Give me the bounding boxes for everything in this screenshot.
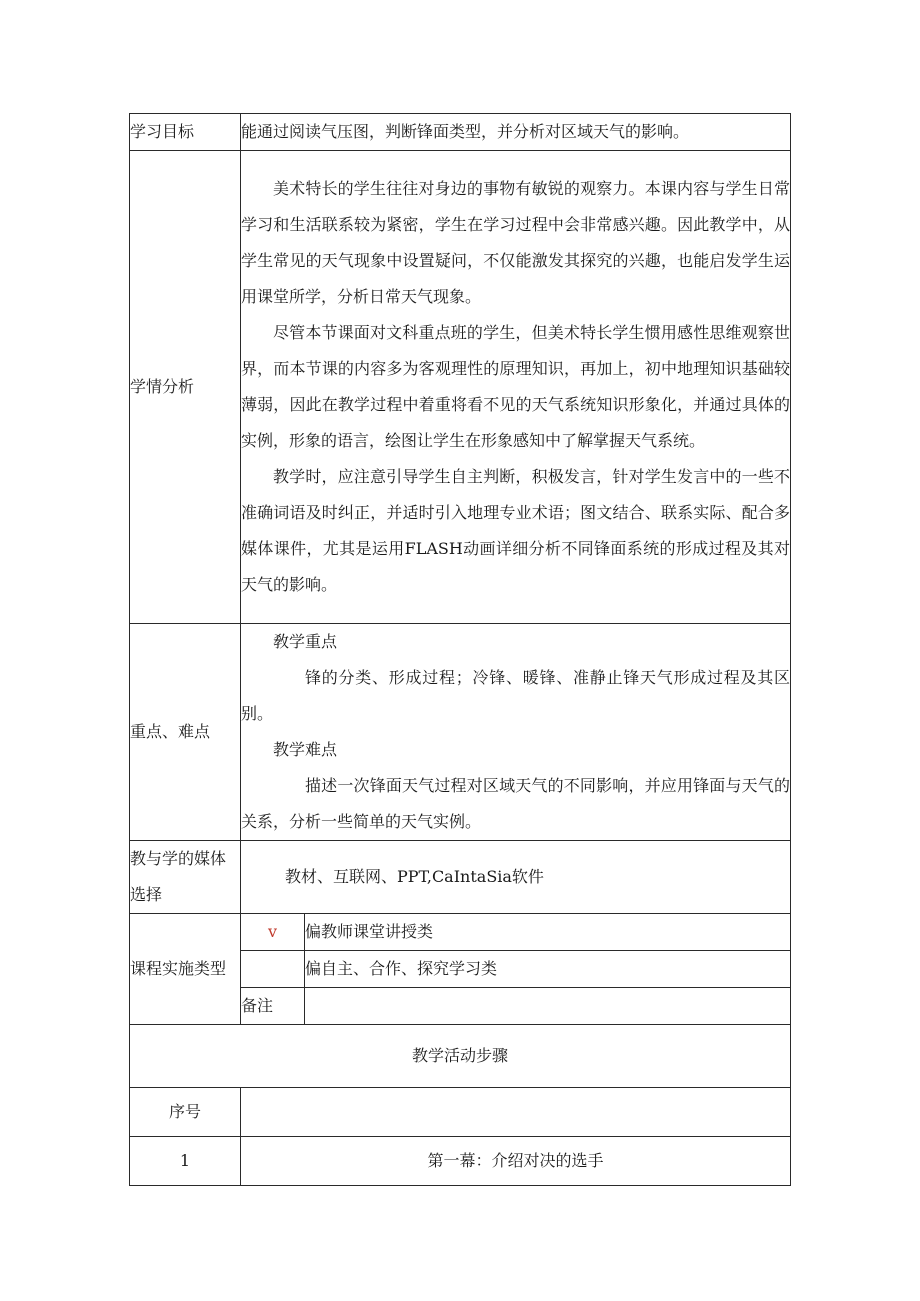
course-type-option-1: 偏教师课堂讲授类 (305, 914, 791, 951)
analysis-content (241, 151, 791, 624)
course-type-check-2 (241, 951, 305, 988)
note-label: 备注 (241, 988, 305, 1025)
difficulty-text: 描述一次锋面天气过程对区域天气的不同影响，并应用锋面与天气的关系，分析一些简单的天气实例。 (241, 776, 791, 831)
analysis-label: 学情分析 (130, 151, 241, 624)
focus-label: 重点、难点 (130, 624, 241, 841)
lesson-plan-table (129, 113, 791, 1186)
seq-header: 序号 (130, 1088, 241, 1137)
analysis-paragraph-3: 教学时，应注意引导学生自主判断，积极发言，针对学生发言中的一些不准确词语及时纠正，并适时引入地理专业术语；图文结合、联系实际、配合多媒体课件，尤其是运用FLASH动画详细分析不同锋面系统的形成过程及其对天气的影响。 (241, 467, 791, 594)
note-value (305, 988, 791, 1025)
key-points-title: 敎学重点 (273, 632, 338, 651)
step-row (130, 1137, 791, 1186)
steps-title: 教学活动步骤 (130, 1025, 791, 1088)
course-type-label: 课程实施类型 (130, 914, 241, 1025)
course-type-option-2: 偏自主、合作、探究学习类 (305, 951, 791, 988)
step-number: 1 (130, 1137, 241, 1186)
difficulty-title: 教学难点 (273, 740, 338, 759)
objective-label: 学习目标 (130, 114, 241, 151)
objective-row (130, 114, 791, 151)
analysis-paragraph-1: 美术特长的学生往往对身边的事物有敏锐的观察力。本课内容与学生日常学习和生活联系较为紧密，学生在学习过程中会非常感兴趣。因此教学中，从学生常见的天气现象中设置疑问，不仅能激发其探究的兴趣，也能启发学生运用课堂所学，分析日常天气现象。 (241, 179, 791, 306)
media-label: 教与学的媒体选择 (130, 841, 241, 914)
focus-content (241, 624, 791, 841)
step-text: 第一幕：介绍对决的选手 (241, 1137, 791, 1186)
media-row (130, 841, 791, 914)
course-type-check-1: v (241, 914, 305, 951)
focus-row (130, 624, 791, 841)
media-text: 教材、互联网、PPT,CaIntaSia软件 (241, 841, 791, 914)
steps-header-row (130, 1088, 791, 1137)
course-type-row-1 (130, 914, 791, 951)
objective-text: 能通过阅读气压图，判断锋面类型，并分析对区域天气的影响。 (241, 114, 791, 151)
analysis-row (130, 151, 791, 624)
key-points-text: 锋的分类、形成过程；冷锋、暖锋、准静止锋天气形成过程及其区别。 (241, 668, 791, 723)
analysis-paragraph-2: 尽管本节课面对文科重点班的学生，但美术特长学生惯用感性思维观察世界，而本节课的内容多为客观理性的原理知识，再加上，初中地理知识基础较薄弱，因此在教学过程中着重将看不见的天气系统知识形象化，并通过具体的实例，形象的语言，绘图让学生在形象感知中了解掌握天气系统。 (241, 323, 791, 450)
seq-header-value (241, 1088, 791, 1137)
steps-title-row (130, 1025, 791, 1088)
